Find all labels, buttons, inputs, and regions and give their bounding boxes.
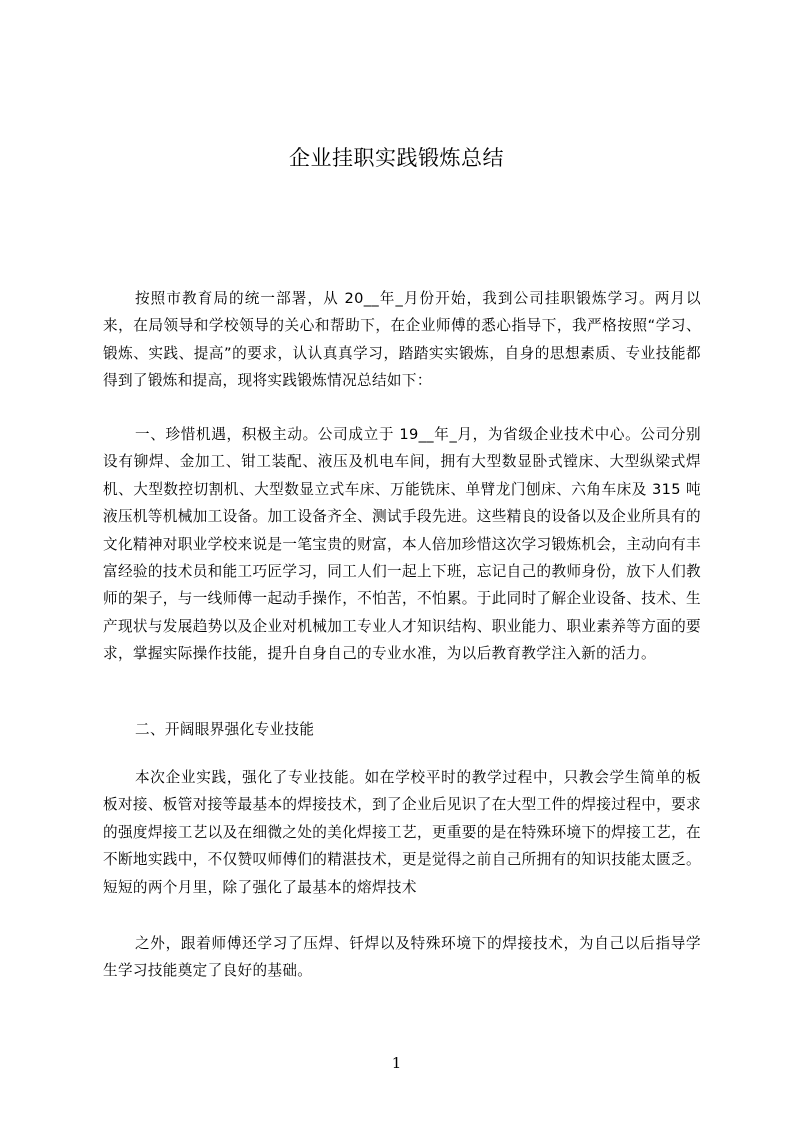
paragraph-intro: 按照市教育局的统一部署，从 20__年_月份开始，我到公司挂职锻炼学习。两月以来，在局领导和学校领导的关心和帮助下，在企业师傅的悉心指导下，我严格按照“学习、锻炼、实践、提高”的要求，认认真真学习，踏踏实实锻炼，自身的思想素质、专业技能都得到了锻炼和提高，现将实践锻炼情况总结如下：: [103, 290, 701, 390]
document-title: 企业挂职实践锻炼总结: [289, 146, 504, 170]
paragraph-section-two-continued: 之外，跟着师傅还学习了压焊、钎焊以及特殊环境下的焊接技术，为自己以后指导学生学习技能奠定了良好的基础。: [103, 935, 701, 980]
page-number: 1: [391, 1054, 402, 1072]
paragraph-section-two: 本次企业实践，强化了专业技能。如在学校平时的教学过程中，只教会学生简单的板板对接、板管对接等最基本的焊接技术，到了企业后见识了在大型工件的焊接过程中，要求的强度焊接工艺以及在细微之处的美化焊接工艺，更重要的是在特殊环境下的焊接工艺，在不断地实践中，不仅赞叹师傅们的精湛技术，更是觉得之前自己所拥有的知识技能太匮乏。短短的两个月里，除了强化了最基本的熔焊技术: [103, 769, 701, 896]
section-heading-two: 二、开阔眼界强化专业技能: [135, 721, 315, 738]
paragraph-section-one: 一、珍惜机遇，积极主动。公司成立于 19__年_月，为省级企业技术中心。公司分别设有铆焊、金加工、钳工装配、液压及机电车间，拥有大型数显卧式镗床、大型纵梁式焊机、大型数控切割机、大型数显立式车床、万能铣床、单臂龙门刨床、六角车床及 315 吨液压机等机械加工设备。加工设备齐全、测试手段先进。这些精良的设备以及企业所具有的文化精神对职业学校来说是一笔宝贵的财富，本人倍加珍惜这次学习锻炼机会，主动向有丰富经验的技术员和能工巧匠学习，同工人们一起上下班，忘记自己的教师身份，放下人们教师的架子，与一线师傅一起动手操作，不怕苦，不怕累。于此同时了解企业设备、技术、生产现状与发展趋势以及企业对机械加工专业人才知识结构、职业能力、职业素养等方面的要求，掌握实际操作技能，提升自身自己的专业水准，为以后教育教学注入新的活力。: [103, 426, 701, 663]
